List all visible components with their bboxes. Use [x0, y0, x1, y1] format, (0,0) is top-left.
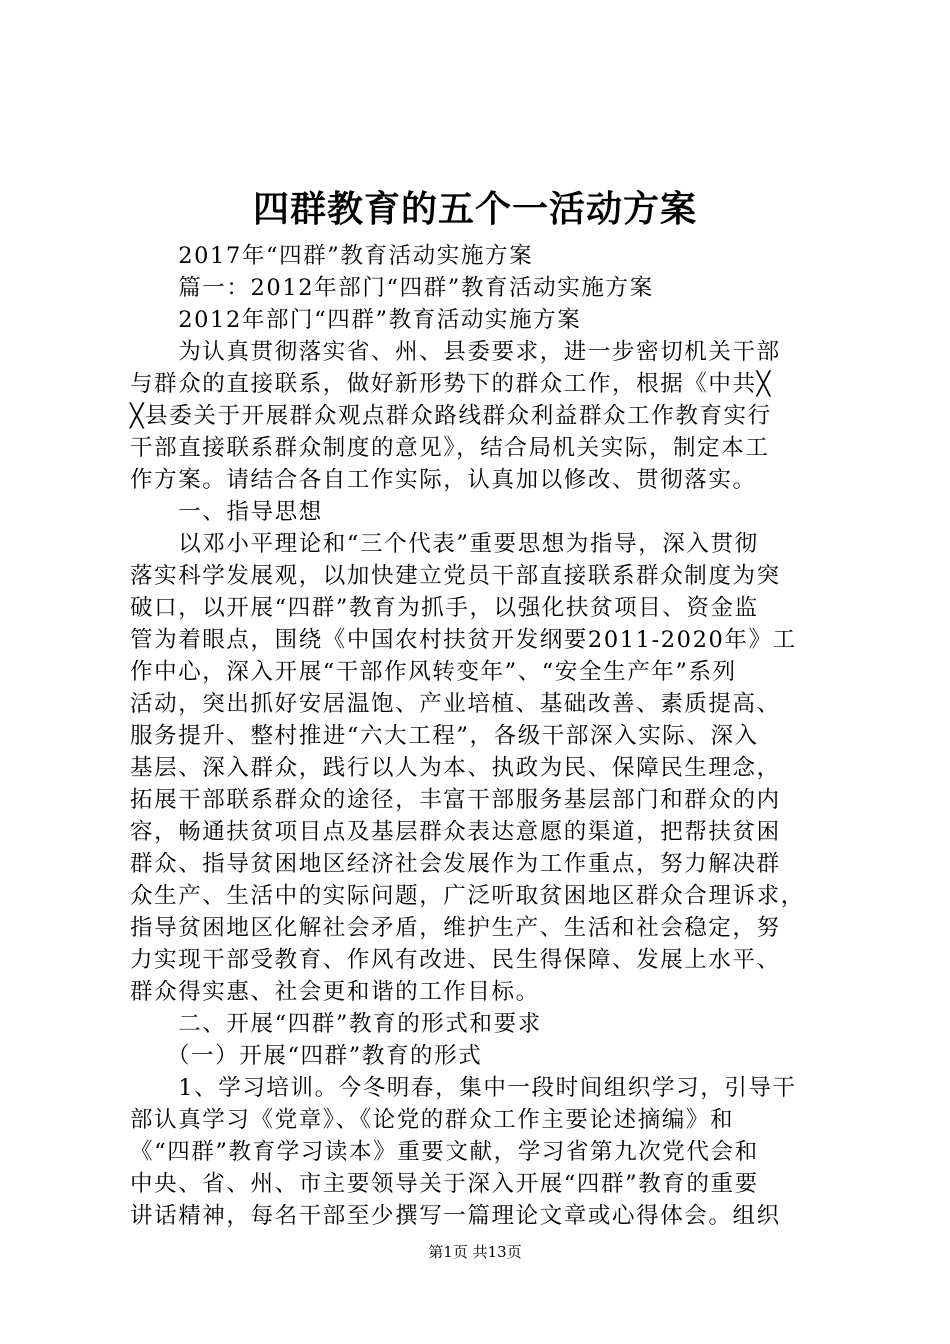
body-text-line: 为认真贯彻落实省、州、县委要求，进一步密切机关干部	[130, 339, 781, 365]
document-body	[130, 240, 830, 1232]
body-text-line: 干部直接联系群众制度的意见》，结合局机关实际，制定本工	[130, 435, 770, 461]
body-text-line: 拓展干部联系群众的途径，丰富干部服务基层部门和群众的内	[130, 787, 781, 813]
body-text-line: 作中心，深入开展“干部作风转变年”、“安全生产年”系列	[130, 659, 737, 685]
body-text-line: 中央、省、州、市主要领导关于深入开展“四群”教育的重要	[130, 1171, 759, 1197]
body-text-line: 容，畅通扶贫项目点及基层群众表达意愿的渠道，把帮扶贫困	[130, 819, 781, 845]
body-text-line: 部认真学习《党章》、《论党的群众工作主要论述摘编》和	[130, 1107, 735, 1133]
body-text-line: 1、学习培训。今冬明春，集中一段时间组织学习，引导干	[130, 1075, 797, 1101]
body-text-line: 讲话精神，每名干部至少撰写一篇理论文章或心得体会。组织	[130, 1203, 781, 1229]
body-text-line: 落实科学发展观，以加快建立党员干部直接联系群众制度为突	[130, 563, 781, 589]
body-text-line: 以邓小平理论和“三个代表”重要思想为指导，深入贯彻	[130, 531, 759, 557]
body-text-line: 指导贫困地区化解社会矛盾，维护生产、生活和社会稳定，努	[130, 915, 781, 941]
body-text-line: 2017年“四群”教育活动实施方案	[130, 243, 534, 269]
body-text-line: 与群众的直接联系，做好新形势下的群众工作，根据《中共╳	[130, 371, 772, 397]
body-text-line: 群众、指导贫困地区经济社会发展作为工作重点，努力解决群	[130, 851, 781, 877]
body-text-line: 《“四群”教育学习读本》重要文献，学习省第九次党代会和	[130, 1139, 759, 1165]
page-footer: 第1页 共13页	[428, 1243, 522, 1261]
body-text-line: 服务提升、整村推进“六大工程”，各级干部深入实际、深入	[130, 723, 759, 749]
body-text-line: 一、指导思想	[130, 499, 323, 525]
body-text-line: 众生产、生活中的实际问题，广泛听取贫困地区群众合理诉求，	[130, 883, 805, 909]
body-text-line: 群众得实惠、社会更和谐的工作目标。	[130, 979, 540, 1005]
body-text-line: 作方案。请结合各自工作实际，认真加以修改、贯彻落实。	[130, 467, 757, 493]
body-text-line: 力实现干部受教育、作风有改进、民生得保障、发展上水平、	[130, 947, 781, 973]
body-text-line: 破口，以开展“四群”教育为抓手，以强化扶贫项目、资金监	[130, 595, 759, 621]
body-text-line: 2012年部门“四群”教育活动实施方案	[130, 307, 582, 333]
document-title: 四群教育的五个一活动方案	[252, 188, 697, 230]
body-text-line: （一）开展“四群”教育的形式	[130, 1043, 483, 1069]
body-text-line: 活动，突出抓好安居温饱、产业培植、基础改善、素质提高、	[130, 691, 781, 717]
body-text-line: 篇一：2012年部门“四群”教育活动实施方案	[130, 275, 654, 301]
body-text-line: 基层、深入群众，践行以人为本、执政为民、保障民生理念，	[130, 755, 781, 781]
body-text-line: 二、开展“四群”教育的形式和要求	[130, 1011, 542, 1037]
body-text-line: ╳县委关于开展群众观点群众路线群众利益群众工作教育实行	[130, 403, 772, 429]
body-text-line: 管为着眼点，围绕《中国农村扶贫开发纲要2011-2020年》工	[130, 627, 797, 653]
